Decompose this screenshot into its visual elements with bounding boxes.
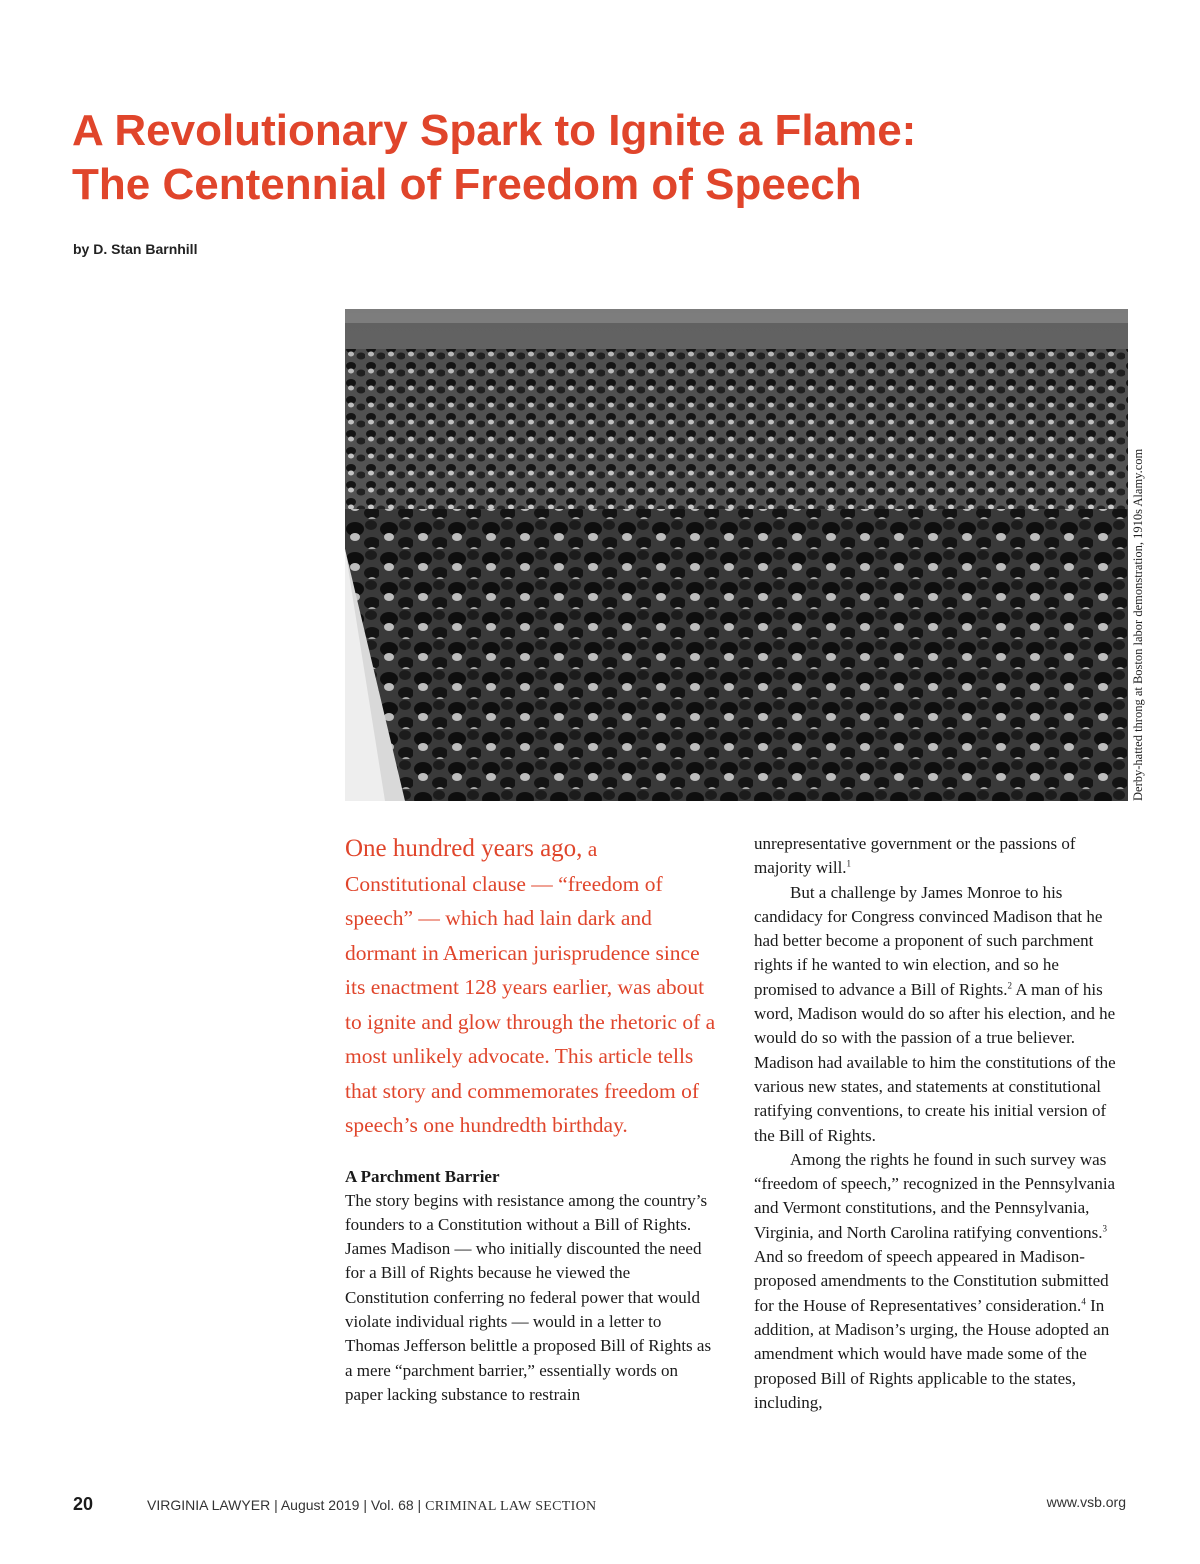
paragraph-text: In addition, at Madison’s urging, the House adopted an amendment which would have made some of the proposed Bill of Rights applicable to the states, including, bbox=[754, 1295, 1110, 1412]
publication-info bbox=[147, 1497, 596, 1515]
photo-credit bbox=[1131, 309, 1149, 801]
body-paragraph: The story begins with resistance among the country’s founders to a Constitution without a Bill of Rights. James Madison — who initially discounted the need for a Bill of Rights because he viewed the Constitution conferring no federal power that would violate individual rights — would in a letter to Thomas Jefferson belittle a proposed Bill of Rights as a mere “parchment barrier,” essentially words on paper lacking substance to restrain bbox=[345, 1190, 712, 1404]
footnote-ref: 2 bbox=[1007, 980, 1013, 991]
left-column bbox=[345, 832, 715, 1407]
crowd-photo bbox=[345, 309, 1128, 801]
footnote-ref: 3 bbox=[1102, 1223, 1108, 1234]
body-paragraph bbox=[754, 881, 1124, 1148]
lead-text: a Constitutional clause — “freedom of speech” — which had lain dark and dormant in American jurisprudence since its enactment 128 years earlier, was about to ignite and glow through the rhetoric of a most unlikely advocate. This article tells that story and commemorates freedom of speech’s one hundredth birthday. bbox=[345, 837, 716, 1137]
title-line-2: The Centennial of Freedom of Speech bbox=[72, 160, 862, 209]
paragraph-text: And so freedom of speech appeared in Madison-proposed amendments to the Constitution submitted for the House of Representatives’ consideration. bbox=[754, 1247, 1109, 1315]
section-heading: A Parchment Barrier bbox=[345, 1166, 500, 1186]
paragraph-text: Among the rights he found in such survey was “freedom of speech,” recognized in the Pennsylvania and Vermont constitutions, and the Pennsylvania, Virginia, and North Carolina ratifying conventions. bbox=[754, 1149, 1116, 1242]
lead-paragraph bbox=[345, 832, 720, 1143]
paragraph-text: But a challenge by James Monroe to his candidacy for Congress convinced Madison that he had better become a proponent of such parchment rights if he wanted to win election, and so he promised to advance a Bill of Rights. bbox=[754, 882, 1103, 999]
page-number: 20 bbox=[73, 1494, 94, 1514]
article-title bbox=[72, 104, 1132, 212]
paragraph-text: unrepresentative government or the passions of majority will. bbox=[754, 834, 1076, 878]
lead-opening: One hundred years ago, bbox=[345, 835, 583, 862]
right-column bbox=[754, 832, 1124, 1415]
paragraph-text: A man of his word, Madison would do so after his election, and he would do so with the passion of a true believer. Madison had available to him the constitutions of the various new states, and statements at constitutional ratifying conventions, to create his initial version of the Bill of Rights. bbox=[754, 979, 1116, 1145]
title-line-1: A Revolutionary Spark to Ignite a Flame: bbox=[72, 106, 917, 155]
body-paragraph bbox=[754, 1148, 1124, 1415]
publication-name: VIRGINIA LAWYER | August 2019 | Vol. 68 | bbox=[147, 1497, 426, 1513]
byline: by D. Stan Barnhill bbox=[73, 241, 198, 257]
photo-credit-text: Derby-hatted throng at Boston labor demonstration, 1910s Alamy.com bbox=[1131, 448, 1145, 801]
body-paragraph bbox=[754, 832, 1124, 881]
footnote-ref: 1 bbox=[846, 858, 852, 869]
page-footer bbox=[0, 1494, 1200, 1518]
footnote-ref: 4 bbox=[1081, 1295, 1086, 1306]
section-name: CRIMINAL LAW SECTION bbox=[425, 1499, 597, 1514]
website-link[interactable]: www.vsb.org bbox=[1046, 1494, 1126, 1510]
